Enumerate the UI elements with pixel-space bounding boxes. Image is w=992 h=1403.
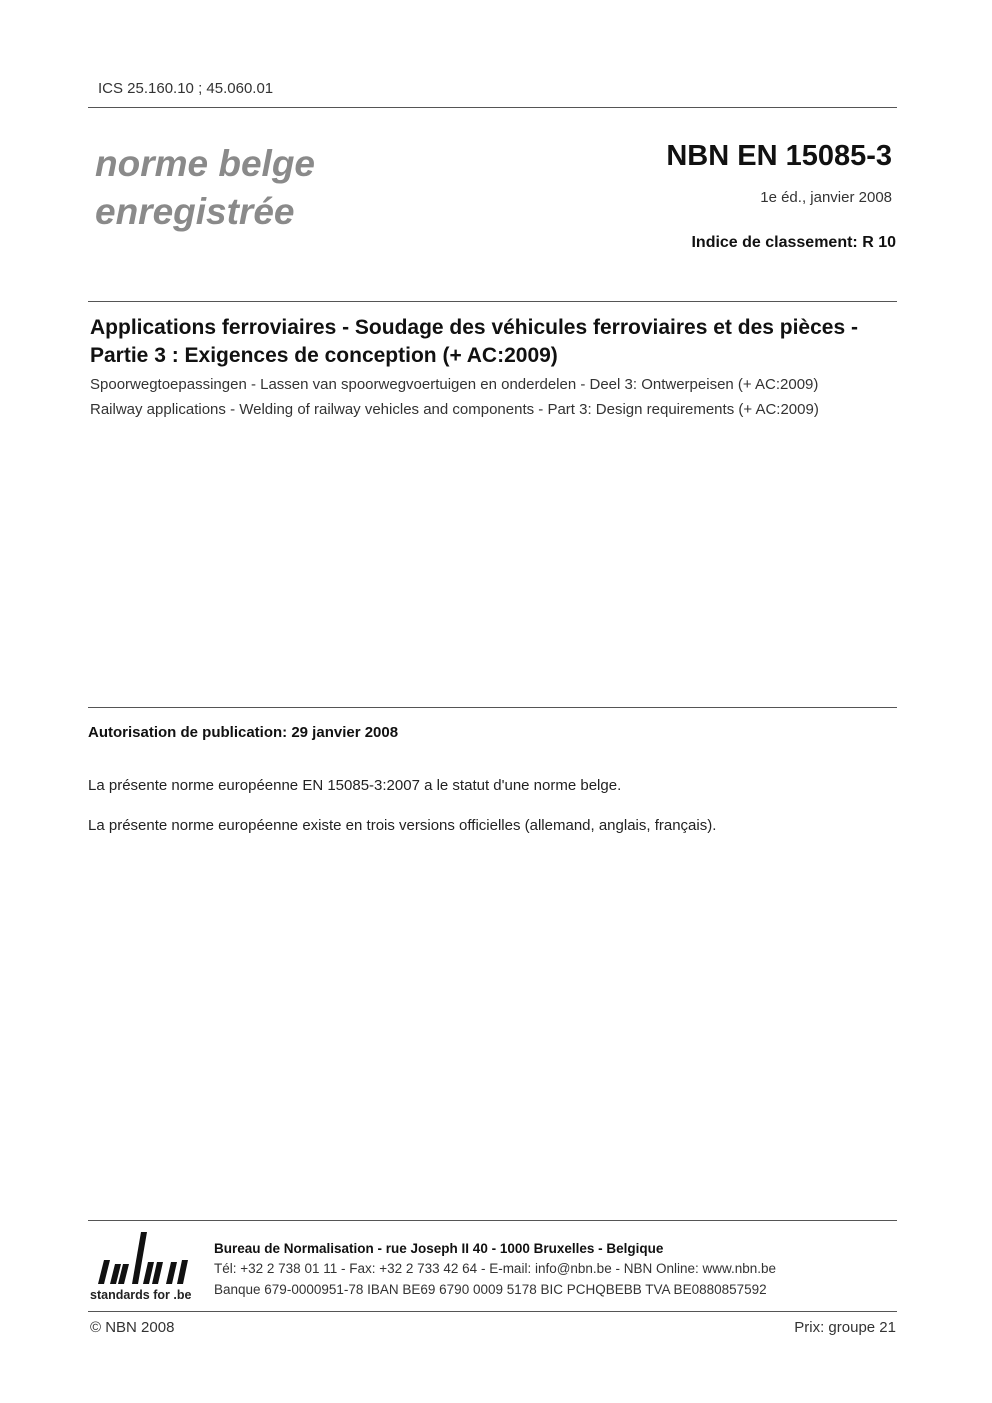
- footer-divider: [88, 1220, 897, 1221]
- standard-number: NBN EN 15085-3: [666, 140, 892, 172]
- header-divider: [88, 107, 897, 108]
- price-group: Prix: groupe 21: [794, 1319, 896, 1336]
- publication-divider: [88, 707, 897, 708]
- contact-info: Tél: +32 2 738 01 11 - Fax: +32 2 733 42 64 - E-mail: info@nbn.be - NBN Online: www.nbn.be: [214, 1261, 777, 1276]
- status-paragraph: La présente norme européenne EN 15085-3:2007 a le statut d'une norme belge.: [88, 777, 622, 794]
- bottom-divider: [88, 1311, 897, 1312]
- title-divider: [88, 301, 897, 302]
- title-french: Applications ferroviaires - Soudage des véhicules ferroviaires et des pièces - Partie 3 : Exigences de conception (+ AC:2009): [90, 316, 858, 367]
- publication-authorisation: Autorisation de publication: 29 janvier 2008: [88, 724, 399, 741]
- ics-codes: ICS 25.160.10 ; 45.060.01: [98, 80, 274, 97]
- bank-info: Banque 679-0000951-78 IBAN BE69 6790 0009 5178 BIC PCHQBEBB TVA BE0880857592: [214, 1282, 767, 1297]
- bureau-address: Bureau de Normalisation - rue Joseph II 40 - 1000 Bruxelles - Belgique: [214, 1241, 664, 1256]
- logo-tagline: standards for .be: [90, 1288, 192, 1302]
- versions-paragraph: La présente norme européenne existe en trois versions officielles (allemand, anglais, français).: [88, 817, 717, 834]
- title-dutch: Spoorwegtoepassingen - Lassen van spoorwegvoertuigen en onderdelen - Deel 3: Ontwerpeisen (+ AC:2009): [90, 376, 819, 393]
- brand-line-1: norme belge: [95, 143, 315, 184]
- brand-title: [95, 140, 495, 236]
- nbn-logo-mark: [88, 1226, 200, 1286]
- copyright: © NBN 2008: [90, 1319, 175, 1336]
- edition-date: 1e éd., janvier 2008: [760, 189, 892, 206]
- brand-line-2: enregistrée: [95, 191, 295, 232]
- classification-index: Indice de classement: R 10: [691, 234, 896, 251]
- title-english: Railway applications - Welding of railway vehicles and components - Part 3: Design requirements (+ AC:2009): [90, 401, 819, 418]
